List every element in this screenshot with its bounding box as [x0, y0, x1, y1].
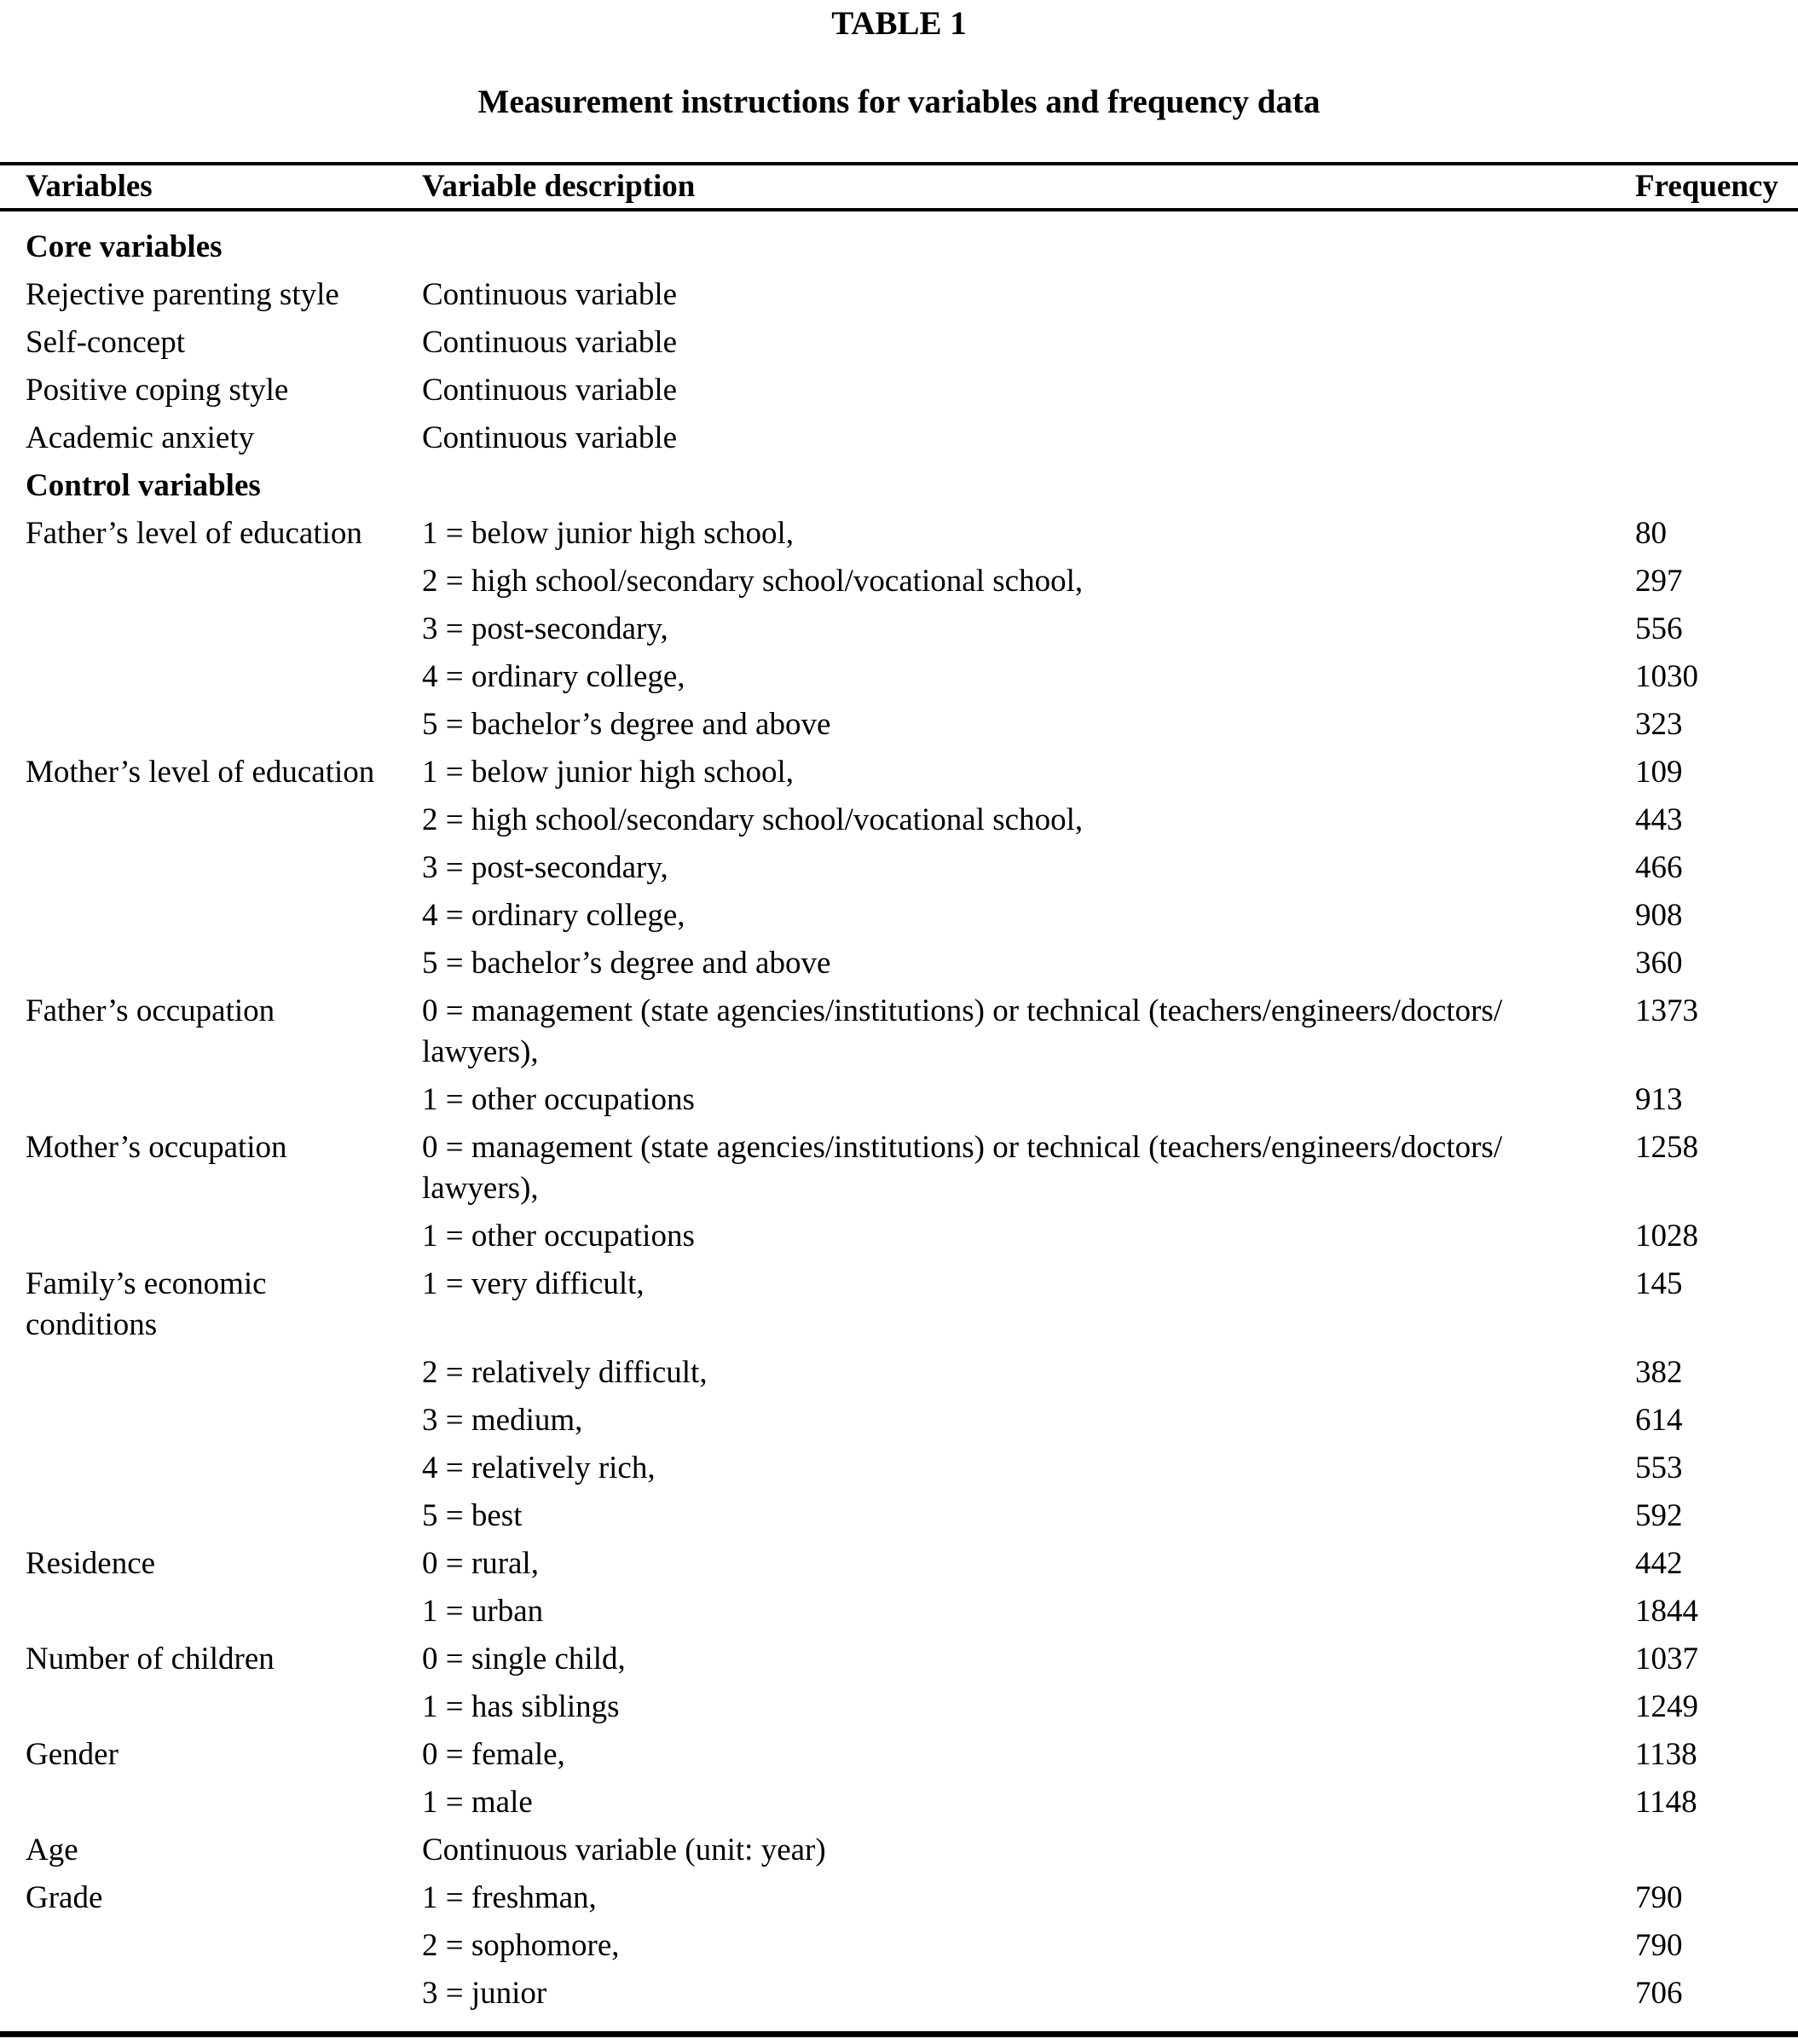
- table-row: [26, 653, 1795, 701]
- variable-line: Academic anxiety: [26, 420, 255, 455]
- description-cell: [422, 609, 1635, 650]
- description-cell: [422, 895, 1635, 936]
- variable-cell: [26, 752, 422, 793]
- variable-cell: [26, 370, 422, 411]
- description-line: 3 = post-secondary,: [422, 850, 668, 885]
- description-line: lawyers),: [422, 1171, 539, 1206]
- description-line: Continuous variable: [422, 420, 678, 455]
- table-row: [26, 1874, 1795, 1922]
- description-cell: [422, 1543, 1635, 1584]
- table-row: [26, 701, 1795, 749]
- table-row: [26, 605, 1795, 653]
- table-row: [26, 462, 1795, 510]
- description-cell: [422, 752, 1635, 793]
- description-cell: [422, 1496, 1635, 1537]
- description-cell: [422, 561, 1635, 602]
- variable-line: Father’s occupation: [26, 993, 275, 1028]
- table-row: [26, 1260, 1795, 1349]
- table-row: [26, 1349, 1795, 1397]
- description-cell: [422, 1973, 1635, 2014]
- table-header-row: [0, 162, 1798, 211]
- frequency-cell: 913: [1635, 1082, 1683, 1117]
- table-row: [26, 1779, 1795, 1827]
- variable-cell: [26, 1264, 422, 1346]
- description-line: 3 = medium,: [422, 1403, 583, 1438]
- frequency-cell: 1249: [1635, 1689, 1698, 1724]
- table-row: [26, 1076, 1795, 1124]
- table-row: [26, 414, 1795, 462]
- table-row: [26, 1970, 1795, 2018]
- frequency-cell: 706: [1635, 1976, 1683, 2011]
- description-line: Continuous variable: [422, 373, 678, 408]
- table-row: [26, 987, 1795, 1076]
- frequency-cell: 790: [1635, 1928, 1683, 1963]
- table-row: [26, 367, 1795, 414]
- description-line: 5 = bachelor’s degree and above: [422, 946, 831, 981]
- variable-line: Mother’s level of education: [26, 755, 375, 790]
- frequency-cell: 1037: [1635, 1642, 1698, 1676]
- description-line: 4 = ordinary college,: [422, 659, 685, 694]
- table-row: [26, 749, 1795, 796]
- variable-cell: [26, 1543, 422, 1584]
- description-cell: [422, 1687, 1635, 1728]
- variable-line: Gender: [26, 1737, 119, 1772]
- description-line: 1 = urban: [422, 1594, 544, 1629]
- description-cell: [422, 943, 1635, 984]
- variable-line: Control variables: [26, 468, 261, 503]
- table-number-title: TABLE 1: [831, 5, 967, 42]
- variable-cell: [26, 1878, 422, 1919]
- table-row: [26, 319, 1795, 367]
- table-row: [26, 1124, 1795, 1213]
- variable-cell: [26, 1127, 422, 1168]
- description-line: Continuous variable (unit: year): [422, 1833, 826, 1867]
- description-cell: [422, 1264, 1635, 1305]
- description-line: 1 = other occupations: [422, 1082, 695, 1117]
- table-row: [26, 223, 1795, 271]
- table-row: [26, 1588, 1795, 1636]
- description-line: 0 = rural,: [422, 1546, 539, 1581]
- variable-cell: [26, 275, 422, 316]
- description-line: 5 = bachelor’s degree and above: [422, 707, 831, 742]
- description-line: 0 = female,: [422, 1737, 565, 1772]
- description-cell: [422, 1782, 1635, 1823]
- frequency-cell: 553: [1635, 1450, 1683, 1485]
- description-cell: [422, 1830, 1635, 1871]
- frequency-cell: 1028: [1635, 1219, 1698, 1254]
- description-cell: [422, 1448, 1635, 1489]
- description-line: 2 = high school/secondary school/vocational school,: [422, 802, 1084, 837]
- description-cell: [422, 657, 1635, 698]
- frequency-cell: 323: [1635, 707, 1683, 742]
- description-cell: [422, 322, 1635, 363]
- frequency-cell: 1844: [1635, 1594, 1698, 1629]
- table-row: [26, 844, 1795, 892]
- frequency-cell: 145: [1635, 1266, 1683, 1301]
- frequency-cell: 1258: [1635, 1130, 1698, 1165]
- frequency-cell: 614: [1635, 1403, 1683, 1438]
- description-line: 3 = junior: [422, 1976, 547, 2011]
- variable-line: Residence: [26, 1546, 156, 1581]
- table-row: [26, 1492, 1795, 1540]
- variable-line: Grade: [26, 1880, 103, 1915]
- variable-cell: [26, 1830, 422, 1871]
- description-cell: [422, 800, 1635, 841]
- description-cell: [422, 418, 1635, 459]
- table-row: [26, 1731, 1795, 1779]
- table-row: [26, 1213, 1795, 1260]
- description-line: 5 = best: [422, 1498, 523, 1533]
- description-cell: [422, 1925, 1635, 1966]
- variable-line: Family’s economic: [26, 1266, 267, 1301]
- table-row: [26, 1445, 1795, 1492]
- description-cell: [422, 1878, 1635, 1919]
- description-cell: [422, 1734, 1635, 1775]
- description-cell: [422, 1591, 1635, 1632]
- table-body: [0, 211, 1798, 2037]
- table-row: [26, 1636, 1795, 1683]
- variable-line: Rejective parenting style: [26, 277, 339, 312]
- measurement-table: [0, 162, 1798, 2037]
- variable-line: Positive coping style: [26, 373, 289, 408]
- variable-line: conditions: [26, 1307, 158, 1342]
- variable-line: Number of children: [26, 1642, 275, 1676]
- description-line: 0 = management (state agencies/institutions) or technical (teachers/engineers/doctors/: [422, 1130, 1503, 1165]
- frequency-cell: 297: [1635, 564, 1683, 599]
- description-line: 1 = below junior high school,: [422, 516, 795, 551]
- frequency-cell: 1030: [1635, 659, 1698, 694]
- frequency-cell: 556: [1635, 611, 1683, 646]
- frequency-cell: 790: [1635, 1880, 1683, 1915]
- frequency-cell: 442: [1635, 1546, 1683, 1581]
- description-cell: [422, 275, 1635, 316]
- table-row: [26, 271, 1795, 319]
- table-row: [26, 1540, 1795, 1588]
- frequency-cell: 1373: [1635, 993, 1698, 1028]
- description-line: 4 = ordinary college,: [422, 898, 685, 933]
- table-caption: Measurement instructions for variables and frequency data: [477, 84, 1321, 120]
- description-cell: [422, 704, 1635, 745]
- description-line: lawyers),: [422, 1034, 539, 1069]
- variable-cell: [26, 418, 422, 459]
- frequency-cell: 443: [1635, 802, 1683, 837]
- table-row: [26, 1827, 1795, 1874]
- description-cell: [422, 1080, 1635, 1120]
- variable-line: Mother’s occupation: [26, 1130, 287, 1165]
- frequency-cell: 1148: [1635, 1785, 1697, 1820]
- variable-cell: [26, 513, 422, 554]
- frequency-cell: 382: [1635, 1355, 1683, 1390]
- variable-cell: [26, 322, 422, 363]
- variable-line: Core variables: [26, 229, 223, 264]
- description-cell: [422, 1352, 1635, 1393]
- description-line: 3 = post-secondary,: [422, 611, 668, 646]
- description-line: 4 = relatively rich,: [422, 1450, 656, 1485]
- description-cell: [422, 991, 1635, 1073]
- description-line: 2 = relatively difficult,: [422, 1355, 708, 1390]
- variable-cell: [26, 466, 422, 507]
- frequency-cell: 908: [1635, 898, 1683, 933]
- description-cell: [422, 370, 1635, 411]
- description-cell: [422, 513, 1635, 554]
- description-line: 0 = management (state agencies/institutions) or technical (teachers/engineers/doctors/: [422, 993, 1503, 1028]
- description-line: 2 = sophomore,: [422, 1928, 620, 1963]
- frequency-cell: 80: [1635, 516, 1667, 551]
- description-line: Continuous variable: [422, 325, 678, 360]
- header-variable-description: Variable description: [422, 169, 696, 204]
- description-cell: [422, 1216, 1635, 1257]
- table-row: [26, 510, 1795, 558]
- table-row: [26, 940, 1795, 987]
- variable-cell: [26, 1639, 422, 1680]
- header-variables: Variables: [26, 169, 153, 204]
- table-row: [26, 1683, 1795, 1731]
- variable-line: Age: [26, 1833, 78, 1867]
- table-row: [26, 796, 1795, 844]
- description-cell: [422, 1639, 1635, 1680]
- description-line: 0 = single child,: [422, 1642, 626, 1676]
- description-cell: [422, 848, 1635, 889]
- variable-cell: [26, 1734, 422, 1775]
- description-line: 2 = high school/secondary school/vocational school,: [422, 564, 1084, 599]
- description-cell: [422, 1400, 1635, 1441]
- variable-cell: [26, 227, 422, 268]
- description-line: 1 = very difficult,: [422, 1266, 645, 1301]
- frequency-cell: 592: [1635, 1498, 1683, 1533]
- description-line: 1 = has siblings: [422, 1689, 620, 1724]
- frequency-cell: 360: [1635, 946, 1683, 981]
- header-frequency: Frequency: [1635, 169, 1778, 204]
- table-row: [26, 892, 1795, 940]
- description-cell: [422, 1127, 1635, 1209]
- table-row: [26, 1397, 1795, 1445]
- variable-cell: [26, 991, 422, 1032]
- variable-line: Father’s level of education: [26, 516, 362, 551]
- description-line: Continuous variable: [422, 277, 678, 312]
- frequency-cell: 109: [1635, 755, 1683, 790]
- variable-line: Self-concept: [26, 325, 185, 360]
- frequency-cell: 466: [1635, 850, 1683, 885]
- description-line: 1 = below junior high school,: [422, 755, 795, 790]
- description-line: 1 = other occupations: [422, 1219, 695, 1254]
- table-row: [26, 558, 1795, 605]
- table-row: [26, 1922, 1795, 1970]
- frequency-cell: 1138: [1635, 1737, 1697, 1772]
- description-line: 1 = freshman,: [422, 1880, 597, 1915]
- description-line: 1 = male: [422, 1785, 533, 1820]
